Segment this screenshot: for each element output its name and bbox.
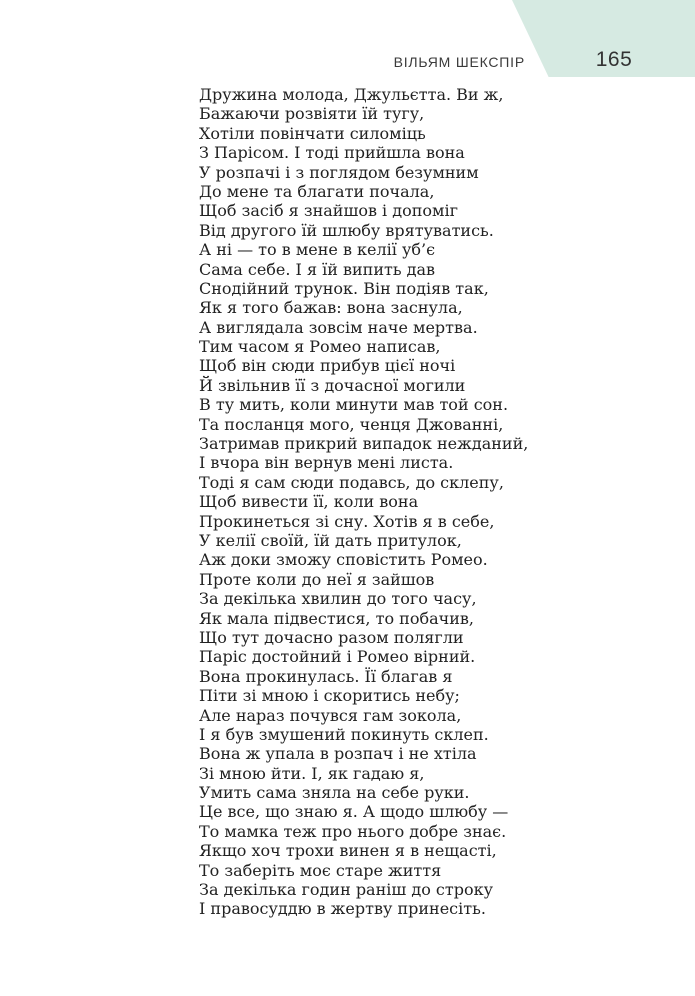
poem-line: А виглядала зовсім наче мертва.: [199, 317, 478, 337]
poem-line: Умить сама зняла на себе руки.: [199, 783, 470, 803]
poem-line: І вчора він вернув мені листа.: [199, 453, 454, 473]
poem-line: Аж доки зможу сповістить Ромео.: [199, 550, 488, 570]
poem-line: То мамка теж про нього добре знає.: [199, 821, 507, 841]
poem-line: Якщо хоч трохи винен я в нещасті,: [199, 841, 497, 861]
poem-line: І я був змушений покинуть склеп.: [199, 724, 489, 744]
poem-line: Щоб вивести її, коли вона: [199, 492, 419, 512]
poem-line: Як я того бажав: вона заснула,: [199, 298, 463, 318]
poem-line: Та посланця мого, ченця Джованні,: [199, 414, 504, 434]
poem-line: Це все, що знаю я. А щодо шлюбу —: [199, 802, 509, 822]
poem-line: Хотіли повінчати силоміць: [199, 123, 426, 143]
poem-line: В ту мить, коли минути мав той сон.: [199, 395, 509, 415]
poem-line: Сама себе. І я їй випить дав: [199, 259, 436, 279]
poem-line: То заберіть моє старе життя: [199, 860, 442, 880]
poem-line: Тоді я сам сюди подавсь, до склепу,: [199, 472, 504, 492]
poem-line: У келії своїй, їй дать притулок,: [199, 530, 462, 550]
poem-line: З Парісом. І тоді прийшла вона: [199, 143, 465, 163]
poem-line: Від другого їй шлюбу врятуватись.: [199, 220, 494, 240]
poem-line: Дружина молода, Джульєтта. Ви ж,: [199, 85, 504, 104]
poem-line: Паріс достойний і Ромео вірний.: [199, 647, 476, 667]
poem-line: За декілька годин раніш до строку: [199, 880, 494, 900]
poem-line: До мене та благати почала,: [199, 181, 435, 201]
poem-line: Що тут дочасно разом полягли: [199, 627, 464, 647]
poem-line: Затримав прикрий випадок нежданий,: [199, 434, 529, 454]
poem-line: Як мала підвестися, то побачив,: [199, 608, 474, 628]
poem-line: Зі мною йти. І, як гадаю я,: [199, 763, 425, 783]
poem-text: [199, 85, 528, 919]
poem-line: Щоб він сюди прибув цієї ночі: [199, 356, 456, 376]
poem-line: А ні — то в мене в келії уб’є: [199, 240, 436, 260]
poem-line: Тим часом я Ромео написав,: [199, 337, 441, 357]
poem-line: Вона ж упала в розпач і не хтіла: [199, 744, 477, 764]
poem-line: За декілька хвилин до того часу,: [199, 589, 477, 609]
poem-line: Прокинеться зі сну. Хотів я в себе,: [199, 511, 495, 531]
poem-line: І правосуддю в жертву принесіть.: [199, 899, 486, 919]
poem-line: Вона прокинулась. Її благав я: [199, 666, 453, 686]
poem-line: Бажаючи розвіяти їй тугу,: [199, 104, 425, 124]
running-head-author: ВІЛЬЯМ ШЕКСПІР: [393, 54, 525, 70]
poem-line: У розпачі і з поглядом безумним: [199, 162, 479, 182]
poem-line: Але нараз почувся гам зокола,: [199, 705, 462, 725]
poem-line: Проте коли до неї я зайшов: [199, 569, 435, 589]
page-number: 165: [595, 48, 633, 71]
poem-line: Й звільнив її з дочасної могили: [199, 375, 466, 395]
poem-line: Щоб засіб я знайшов і допоміг: [199, 201, 458, 221]
poem-line: Піти зі мною і скоритись небу;: [199, 686, 460, 706]
poem-line: Снодійний трунок. Він подіяв так,: [199, 278, 489, 298]
